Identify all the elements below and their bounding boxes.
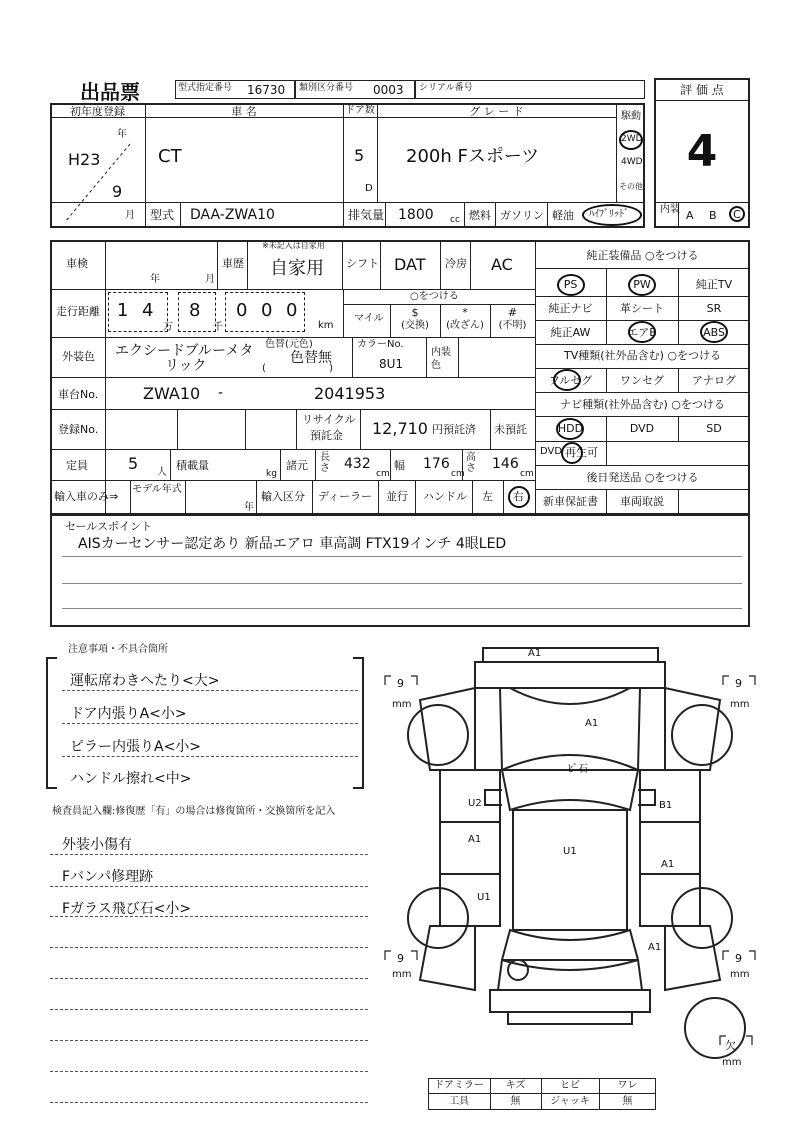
length-cm: cm [376,469,390,479]
mark-right-front-door: B1 [659,800,673,811]
displacement-unit: cc [450,215,460,225]
repaint-paren: ( ) [262,363,333,374]
shift-value: DAT [394,255,426,274]
tire-fl-unit: mm [392,699,412,710]
notes-item-3: ピラー内張りA<小> [70,739,202,755]
import-model-year-label: モデル年式 [132,484,182,495]
width-cm: cm [451,469,465,479]
car-name-label: 車 名 [231,105,257,118]
equip-airbag: エアB [627,326,657,339]
model-value: DAA-ZWA10 [190,207,275,223]
chassis-number: 2041953 [314,384,386,403]
repaint-value: 色替無 [290,350,332,366]
acc-header-scratch: キズ [505,1080,526,1091]
recycle-unit: 円預託済 [432,423,476,436]
drive-label: 駆動 [621,111,641,122]
load-unit: kg [266,469,277,479]
navi-hdd: HDD [557,422,584,435]
import-year-unit: 年 [244,502,254,513]
dvd-play-circle [561,442,583,464]
tv-analog: アナログ [692,374,736,387]
tire-fl-value: 9 [397,677,404,690]
recycle-label-1: リサイクル [302,413,356,426]
notes-title: 注意事項・不具合箇所 [68,644,168,655]
height-value: 146 [492,456,519,472]
interior-label: 内装 [660,204,680,215]
color-name-1: エクシードブルーメタ [115,343,254,359]
shift-label: シフト [346,257,379,270]
import-label: 輸入車のみ⇒ [54,490,119,503]
chassis-dash: - [218,385,224,401]
interior-grade-a: A [686,209,694,222]
inspector-item-1: 外装小傷有 [62,837,132,853]
inspector-item-3: Fガラス飛び石<小> [62,901,192,917]
mileage-digit-3: 8 [189,300,201,321]
doors-label: ドア数 [345,105,375,116]
drive-other: その他 [619,182,643,191]
mileage-opt3: (不明) [498,320,527,331]
color-no-label: カラーNo. [357,339,404,350]
model-designation-value: 16730 [247,83,286,97]
color-no-value: 8U1 [379,357,404,371]
import-parallel: 並行 [386,490,408,503]
ac-value: AC [491,255,513,274]
interior-color-label: 内装色 [431,347,451,371]
model-label: 型式 [150,208,175,222]
acc-header-mirror: ドアミラー [434,1080,484,1091]
tire-rl-unit: mm [392,969,412,980]
dvd-label: DVD [540,446,563,457]
repaint-label: 色替(元色) [265,339,313,350]
grade-label: グ レ ー ド [469,105,524,118]
first-reg-label: 初年度登録 [70,105,125,118]
mark-left-rear-door: A1 [468,834,482,845]
doors-value: 5 [354,146,365,165]
mark-roof: U1 [563,846,577,857]
capacity-value: 5 [128,454,139,473]
acc-tools-value: 無 [510,1096,521,1107]
first-reg-month-unit: 月 [125,210,135,221]
sales-text: AISカーセンサー認定あり 新品エアロ 車高調 FTX19インチ 4眼LED [78,536,507,552]
equip-sr: SR [706,302,722,315]
shaken-label: 車検 [66,257,88,270]
dvd-play: 再生可 [565,446,598,459]
capacity-label: 定員 [66,459,88,472]
serial-label: シリアル番号 [419,83,473,93]
tv-fullseg: フルセグ [548,374,593,387]
height-cm: cm [520,469,534,479]
tire-rr-unit: mm [730,969,750,980]
acc-jack-value: 無 [622,1096,633,1107]
mileage-digit-2: 4 [142,300,154,321]
fuel-diesel: 軽油 [552,209,574,222]
import-class-label: 輸入区分 [261,490,305,503]
width-label: 幅 [394,459,405,472]
notes-item-4: ハンドル擦れ<中> [70,771,192,787]
interior-grade-b: B [709,209,717,222]
displacement-value: 1800 [398,207,434,223]
score-label: 評 価 点 [680,83,724,97]
sales-label: セールスポイント [65,520,153,533]
ac-label: 冷房 [445,257,467,270]
model-designation-label: 型式指定番号 [178,83,233,93]
drive-2wd: 2WD [621,134,643,144]
mileage-digit-1: 1 [117,300,129,321]
history-value: 自家用 [270,258,324,279]
mileage-km: km [318,320,334,331]
equip-pw-circle [628,274,656,296]
handle-right: 右 [513,490,524,503]
mileage-mile: マイル [354,313,384,324]
car-name: CT [158,146,182,167]
shaken-year-unit: 年 [150,274,160,285]
equip-abs-circle [700,321,728,343]
navi-dvd: DVD [629,422,655,435]
acc-header-crack: ヒビ [560,1080,580,1091]
length-value: 432 [344,456,371,472]
load-label: 積載量 [176,459,209,472]
category-value: 0003 [373,83,404,97]
mileage-circle-note: ○をつける [410,291,459,302]
mark-left-quarter: U1 [477,892,491,903]
shaken-month-unit: 月 [205,274,215,285]
mileage-opt1-sym: $ [411,306,419,319]
equip-navi: 純正ナビ [548,302,593,315]
import-dealer: ディーラー [318,490,373,503]
tv-oneseg: ワンセグ [620,374,664,387]
car-damage-diagram [380,640,760,1080]
sales-box [50,515,750,627]
reg-label: 登録No. [58,423,99,436]
recycle-label-2: 預託金 [310,429,343,442]
chassis-label: 車台No. [58,388,99,401]
length-label: 長さ [320,452,330,474]
equip-abs: ABS [703,326,725,339]
interior-grade-c: C [733,208,741,221]
mileage-man: 万 [163,322,173,333]
mileage-digit-6: 0 [286,300,298,321]
tire-fr-value: 9 [735,677,742,690]
mark-windshield: ﾋﾞ石 [568,764,588,775]
width-value: 176 [423,456,450,472]
tire-rr-value: 9 [735,952,742,965]
form-title: 出品票 [80,80,140,104]
equip-pw: PW [633,278,651,291]
acc-jack-label: ジャッキ [550,1096,590,1107]
grade-value: 200h Fスポーツ [406,146,540,167]
first-reg-year-unit: 年 [117,129,127,140]
mileage-label: 走行距離 [56,305,100,318]
later-manual: 車両取説 [620,495,664,508]
spare-tire-value: 欠 [725,1039,736,1052]
category-label: 類別区分番号 [299,83,354,93]
first-reg-era-year: H23 [68,150,101,169]
drive-4wd: 4WD [621,157,643,167]
mark-front-bumper: A1 [528,648,542,659]
spare-tire-unit: mm [722,1057,742,1068]
history-label: 車歴 [222,257,244,270]
tire-fr-unit: mm [730,699,750,710]
mileage-digit-4: 0 [236,300,248,321]
equip-airbag-circle [628,321,656,343]
handle-left: 左 [482,490,493,503]
chassis-prefix: ZWA10 [143,384,201,403]
score-value: 4 [686,126,718,177]
notes-item-1: 運転席わきへたり<大> [70,673,220,689]
mark-left-front-door: U2 [468,798,482,809]
mark-rear-right: A1 [648,942,662,953]
door-type: D [365,183,373,194]
height-label: 高さ [466,452,476,474]
tv-fullseg-circle [553,369,581,391]
equip-ps: PS [563,278,578,291]
mileage-opt1: (交換) [401,320,429,331]
tire-rl-value: 9 [397,952,404,965]
first-reg-month: 9 [112,182,123,201]
inspector-title: 検査員記入欄:修復歴「有」の場合は修復箇所・交換箇所を記入 [52,806,336,817]
fuel-gasoline: ガソリン [500,209,544,222]
tv-title: TV種類(社外品含む) ○をつける [564,349,721,362]
recycle-value: 12,710 [372,419,428,438]
mark-right-rear-door: A1 [661,859,675,870]
equip-aw: 純正AW [550,326,591,339]
handle-label: ハンドル [423,490,467,503]
mileage-opt2: (改ざん) [446,320,484,331]
recycle-not: 未預託 [494,423,527,436]
later-title: 後日発送品 ○をつける [586,471,699,484]
navi-hdd-circle [556,418,584,440]
mark-hood: A1 [585,718,599,729]
mileage-opt2-sym: * [462,306,468,319]
dims-label: 諸元 [286,459,308,472]
color-name-2: リック [165,358,207,374]
history-note: ※未記入は自家用 [262,241,325,250]
displacement-label: 排気量 [348,208,385,222]
acc-tools-label: 工具 [449,1096,469,1107]
equip-ps-circle [557,274,585,296]
acc-header-break: ワレ [617,1080,638,1091]
equipment-title: 純正装備品 ○をつける [586,249,699,262]
inspector-item-2: Fバンパ修理跡 [62,869,154,885]
capacity-unit: 人 [157,467,167,478]
navi-title: ナビ種類(社外品含む) ○をつける [560,398,725,411]
fuel-label: 燃料 [469,209,491,222]
mileage-sen: 千 [213,322,223,333]
navi-sd: SD [706,422,722,435]
mileage-opt3-sym: # [507,306,518,319]
equip-tv: 純正TV [695,278,733,291]
equip-leather: 革シート [620,302,664,315]
notes-item-2: ドア内張りA<小> [70,706,187,722]
mileage-digit-5: 0 [261,300,273,321]
fuel-hybrid: ﾊｲﾌﾞﾘｯﾄﾞ [589,209,629,220]
later-warranty: 新車保証書 [543,495,598,508]
color-label: 外装色 [62,350,95,363]
